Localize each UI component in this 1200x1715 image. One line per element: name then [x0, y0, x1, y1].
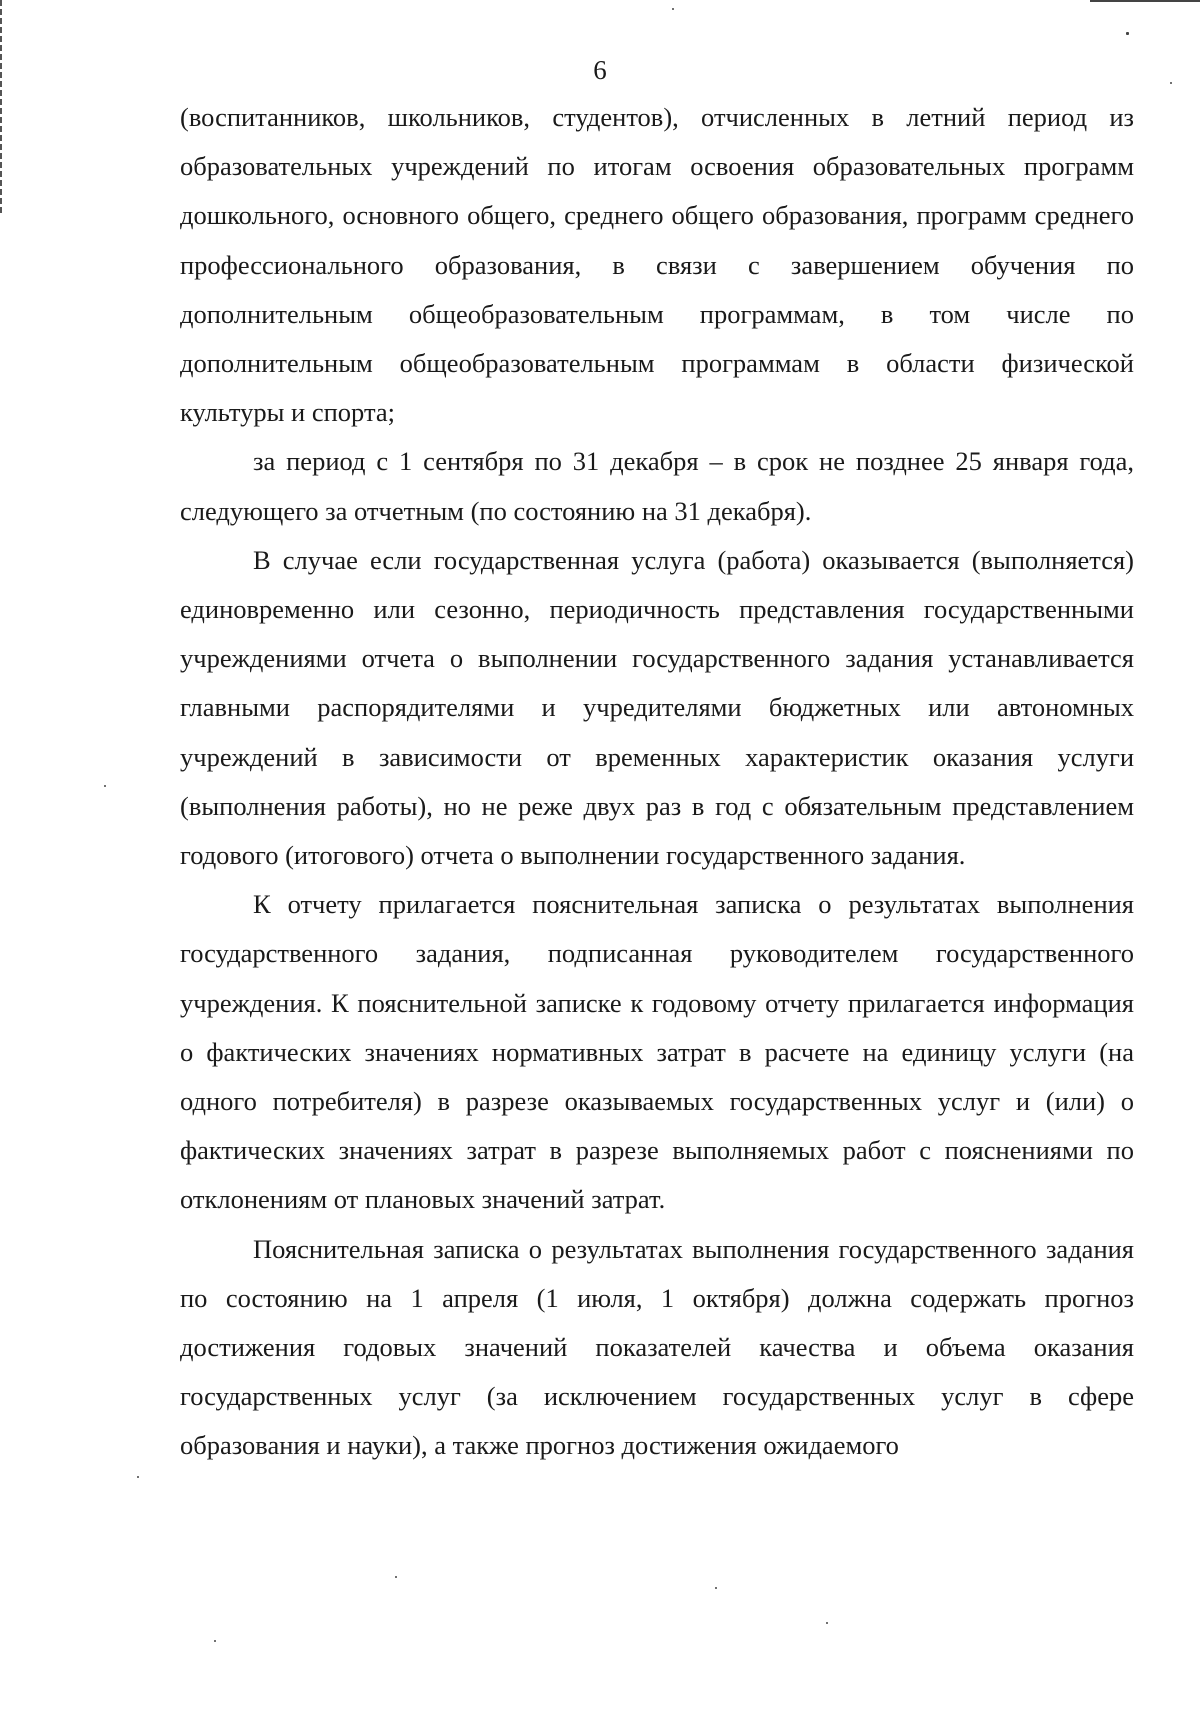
scan-speck [715, 1587, 717, 1589]
scan-speck [672, 8, 674, 10]
scan-speck [395, 1576, 397, 1578]
scan-left-edge [0, 0, 2, 215]
scan-speck [214, 1640, 216, 1642]
paragraph-note-contents: Пояснительная записка о результатах выполнения государственного задания по состоянию на 1 апреля (1 июля, 1 октября) должна содержать прогноз достижения годовых значений показателей качества и объема оказания государственных услуг (за исключением государственных услуг в сфере образования и науки), а также прогноз достижения ожидаемого [180, 1233, 1134, 1461]
page-number: 6 [593, 55, 607, 85]
paragraph-seasonal-services: В случае если государственная услуга (работа) оказывается (выполняется) единовременно или сезонно, периодичность представления государственными учреждениями отчета о выполнении государственного задания устанавливается главными распорядителями и учредителями бюджетных или автономных учреждений в зависимости от временных характеристик оказания услуги (выполнения работы), но не реже двух раз в год с обязательным представлением годового (итогового) отчета о выполнении государственного задания. [180, 544, 1134, 871]
paragraph-explanatory-note: К отчету прилагается пояснительная записка о результатах выполнения государственного задания, подписанная руководителем государственного учреждения. К пояснительной записке к годовому отчету прилагается информация о фактических значениях нормативных затрат в расчете на единицу услуги (на одного потребителя) в разрезе оказываемых государственных услуг и (или) о фактических значениях затрат в разрезе выполняемых работ с пояснениями по отклонениям от плановых значений затрат. [180, 889, 1134, 1215]
paragraph-reporting-period: за период с 1 сентября по 31 декабря – в срок не позднее 25 января года, следующего за отчетным (по состоянию на 31 декабря). [180, 446, 1134, 526]
paragraph-continuation: (воспитанников, школьников, студентов), отчисленных в летний период из образовательных учреждений по итогам освоения образовательных программ дошкольного, основного общего, среднего общего образования, программ среднего профессионального образования, в связи с завершением обучения по дополнительным общеобразовательным программам, в том числе по дополнительным общеобразовательным программам в области физической культуры и спорта; [180, 102, 1134, 428]
scan-speck [1126, 32, 1129, 35]
scan-speck [826, 1622, 828, 1624]
scan-top-rule [1090, 0, 1200, 2]
scan-speck [137, 1476, 139, 1478]
document-body [180, 93, 1134, 1471]
scan-speck [104, 785, 106, 787]
